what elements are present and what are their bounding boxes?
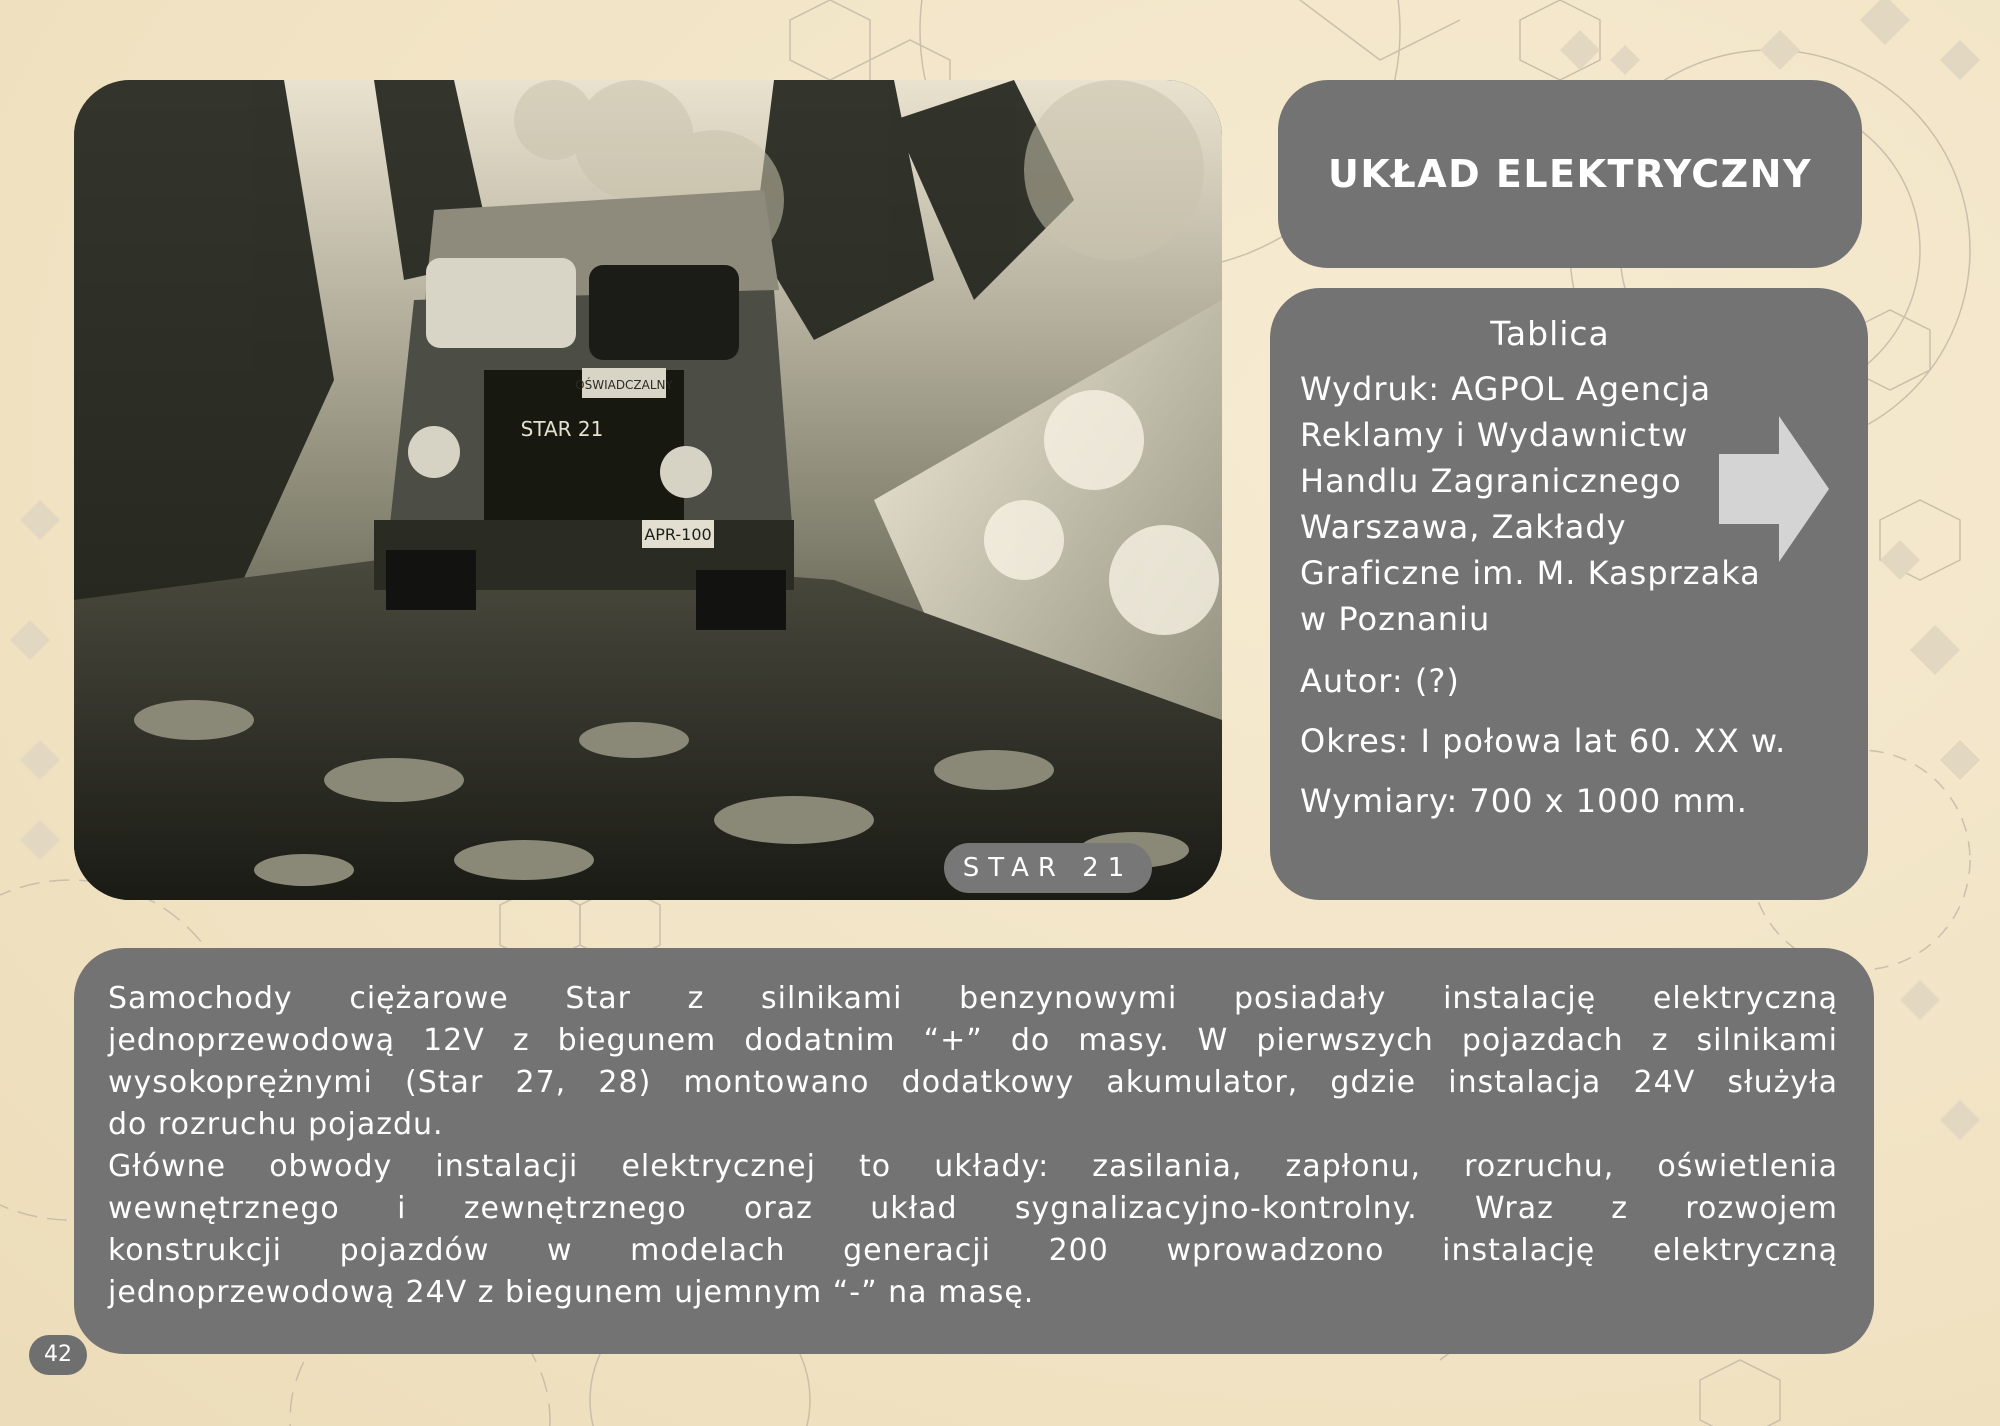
info-print-line: Reklamy i Wydawnictw (1300, 416, 1689, 454)
description-line: konstrukcji pojazdów w modelach generacji 200 wprowadzono instalację elektryczną (108, 1233, 1838, 1268)
truck-photo-image (74, 80, 1222, 900)
truck-plate-number: APR-100 (644, 525, 712, 544)
info-print-line: Warszawa, Zakłady (1300, 508, 1627, 546)
truck-badge: STAR 21 (520, 417, 604, 441)
info-print-line: Handlu Zagranicznego (1300, 462, 1682, 500)
truck-shape (374, 190, 794, 630)
info-dimensions: Wymiary: 700 x 1000 mm. (1300, 782, 1748, 820)
truck-plate-top: OŚWIADCZALNY (575, 378, 673, 392)
info-panel (1270, 288, 1868, 900)
description-panel (74, 948, 1874, 1354)
info-period: Okres: I połowa lat 60. XX w. (1300, 722, 1787, 760)
truck-photo (74, 80, 1222, 900)
page-title: UKŁAD ELEKTRYCZNY (1328, 152, 1812, 196)
description-line: wewnętrznego i zewnętrznego oraz układ sygnalizacyjno-kontrolny. Wraz z rozwojem (108, 1191, 1838, 1226)
photo-caption: STAR 21 (944, 843, 1152, 893)
info-print-line: Graficzne im. M. Kasprzaka (1300, 554, 1761, 592)
info-print-line: w Poznaniu (1300, 600, 1491, 638)
description-line: do rozruchu pojazdu. (108, 1107, 444, 1142)
description-line: Samochody ciężarowe Star z silnikami benzynowymi posiadały instalację elektryczną (108, 981, 1838, 1016)
info-print-line: Wydruk: AGPOL Agencja (1300, 370, 1712, 408)
description-line: wysokoprężnymi (Star 27, 28) montowano dodatkowy akumulator, gdzie instalacja 24V służyła (108, 1065, 1838, 1100)
info-author: Autor: (?) (1300, 662, 1460, 700)
description-line: Główne obwody instalacji elektrycznej to układy: zasilania, zapłonu, rozruchu, oświetlenia (108, 1149, 1838, 1184)
info-heading: Tablica (1490, 314, 1610, 353)
description-line: jednoprzewodową 24V z biegunem ujemnym “-” na masę. (108, 1275, 1035, 1310)
description-line: jednoprzewodową 12V z biegunem dodatnim “+” do masy. W pierwszych pojazdach z silnikami (108, 1023, 1838, 1058)
title-box (1278, 80, 1862, 268)
page-number: 42 (29, 1335, 87, 1375)
